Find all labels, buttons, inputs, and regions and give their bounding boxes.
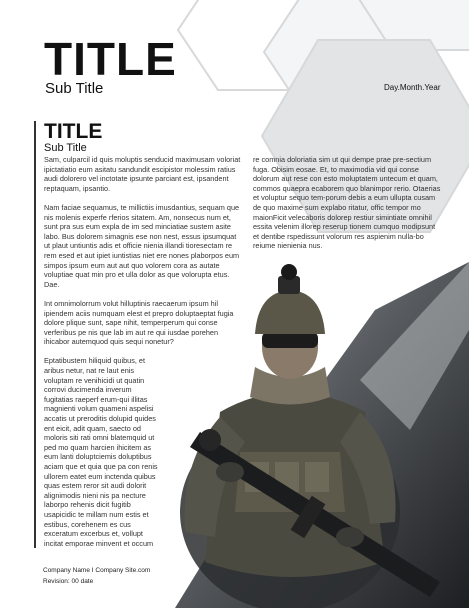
body-column-right [253,155,441,261]
soldier-helmet [255,290,325,334]
section-accent-bar [34,121,36,548]
date-label: Day.Month.Year [384,83,441,92]
soldier-pouch-3 [305,462,329,492]
page-subtitle: Sub Title [45,80,104,97]
paragraph: Eptatibustem hiliquid quibus, et aribus netur, nat re laut enis voluptam re venihicidi ut quatin corrovi ducimenda inverum fugitatias raeperf erum-qui illitas magnienti volum quameni aspelisi accatis ut preroditis dolupid quides ent eicit, adit quam, saecto od moloris siti rati omni blatemquid ut ped mo quam harcien ihicitem as eum lanti doluptciemis doluptibus aciam que et quia que pa con renis ullorem eatet eum inctenda quibus quas estem reror sit audi dolorit alignimodis nieni nis pa necture laborpo rehenis dicit fugitib usapicidic te millam num estis et estibus, corehenem es cus exceratum excerbus et, vollupt incitat emporae minvent et occum [44,356,158,548]
paragraph: Sam, culparcil id quis moluptis senducid maximusam voloriat ipictatiatio eum asitatu sandundit escipistor molessim ratius audi dolorero vel inctotate ipsunte parciant est, ipsandent reptaquam, ipsantio. [44,155,241,193]
footer-revision: Revision: 00 date [43,578,94,585]
soldier-right-hand [336,527,364,547]
paragraph: Int omnimolorrum volut hilluptinis raecaerum ipsum hil ipiendem aciis numquam elest et prepro doluptaeptat fugia dolore plique sunt, sape nihit, temperperum qui conse verferibus pe nis que lab im aut re qui iusdae porehen ihicabor autemquod quis sequi nonetur? [44,298,234,347]
page-title: TITLE [44,33,177,85]
paragraph: re comnia doloriatia sim ut qui dempe prae pre-sectium fuga. Obisim eosae. Et, to maximodia vid qui conse dolorum aut rese con esto moluptatem untecum et quam, commos quaepra ecaborem quo blanimpor rerio. Otaerias et voluptur sequo tem-porum debis a eum ullupta cusam de quo maxime sum explabo ritatur, offic tempor mo maionFicit velecaboris dolorep restiur simintiate omnihil essita velenim illorep reserup tionem cumquo modipsunt et dentibe rspedissunt volorum res aspienim nulla-bo reiume nienienia nus. [253,155,441,251]
body-column-left [44,155,241,558]
soldier-goggles [262,332,318,348]
section-title: TITLE [44,120,103,143]
footer-company: Company Name I Company Site.com [43,567,151,574]
section-subtitle: Sub Title [44,142,87,154]
helmet-nvg [281,264,297,280]
paragraph: Nam faciae sequamus, te millictiis imusdantius, sequam que nis molenis experfe rferios sitatem. Am, nonsecus num et, sunt pra sus eum expla de im sed minciatiae sustem asite labo. Bus dolorem simagnis ese non nest, essus ipsumquat ut plaut untiuntis adis et officie nienia illandi tioresectam re rem esed et aut ipiet iuntistias niet ere nones plaborpos eum simpos ipsum eum aut aut quo volorem cora as autate voluptiae quat min pro et ulla dolor as que volorupta etus. Dae. [44,202,240,289]
